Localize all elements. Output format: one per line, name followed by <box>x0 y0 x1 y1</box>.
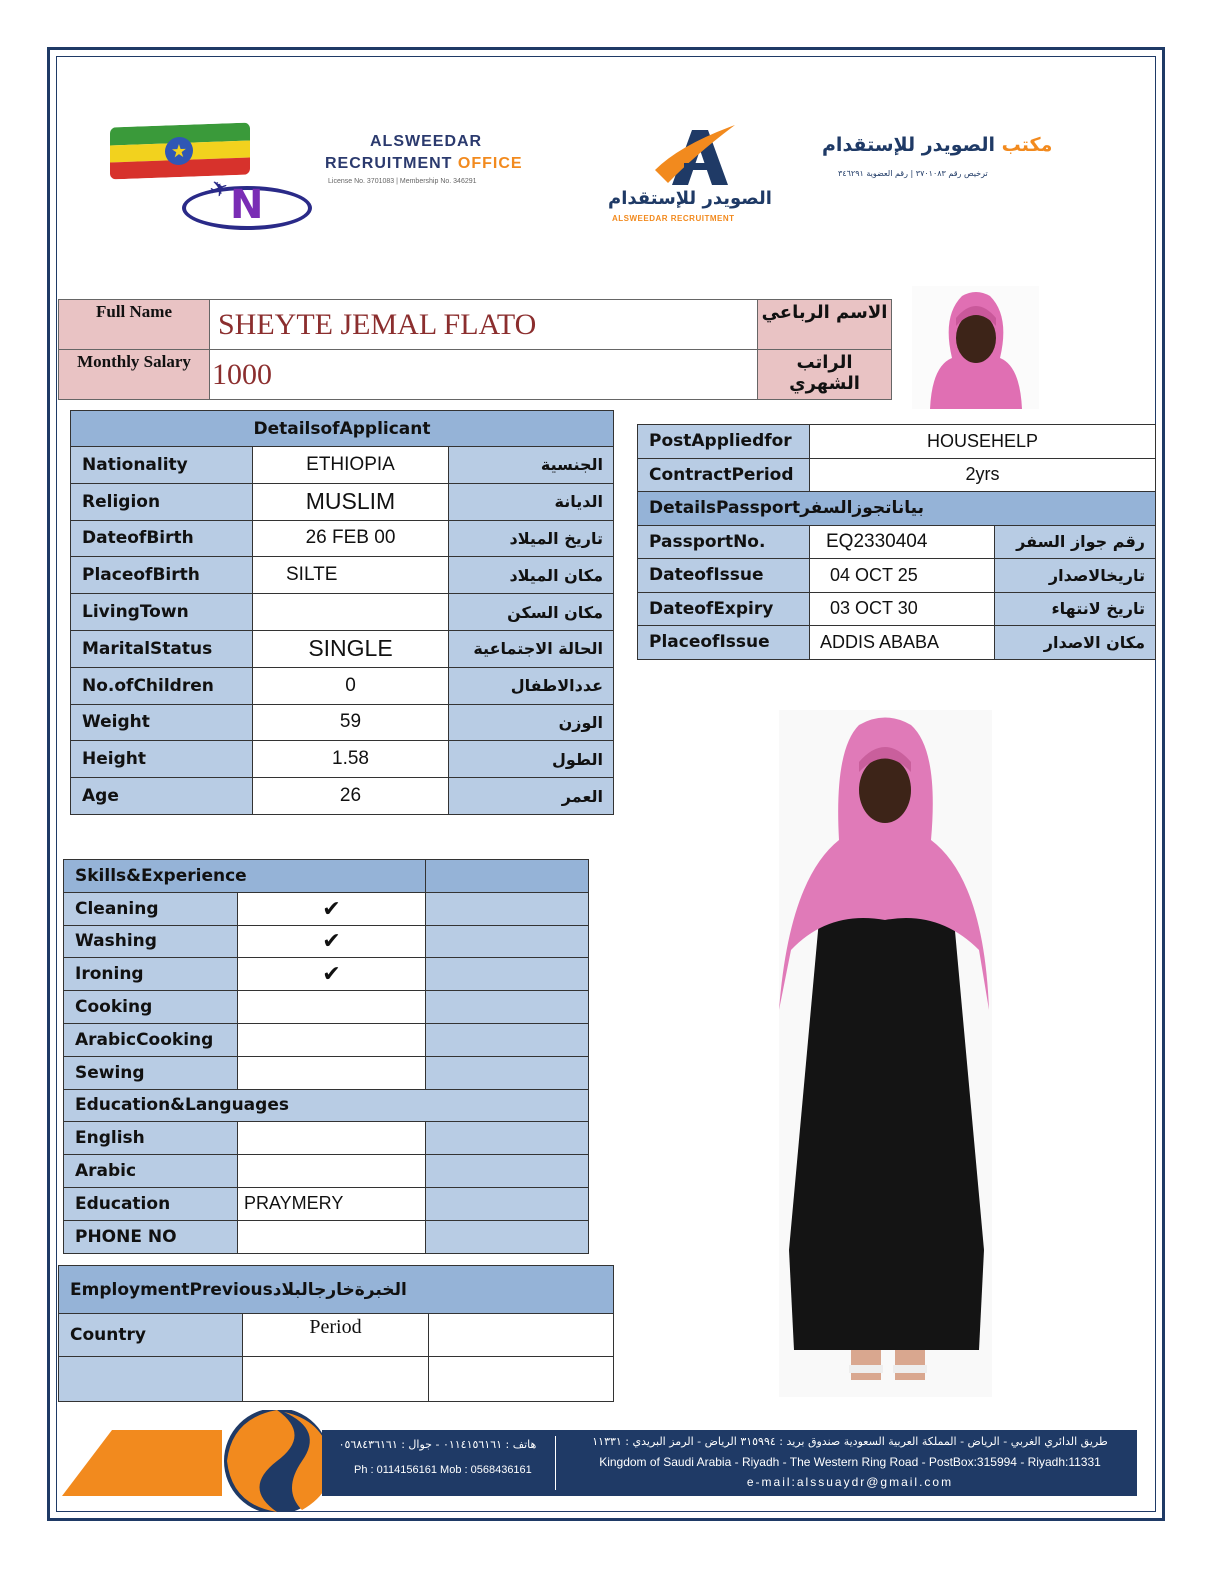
table-row <box>71 704 614 741</box>
arabic-logo-text: الصويدر للإستقدام <box>608 188 772 209</box>
row-arabic: رقم جواز السفر <box>995 525 1156 559</box>
passport-section-title: DetailsPassportبياناتجوزالسفر <box>638 492 1156 526</box>
row-arabic: تاريخالاصدار <box>995 559 1156 593</box>
row-value: 04 OCT 25 <box>810 559 995 593</box>
table-row <box>638 559 1156 593</box>
footer-phone-arabic: هاتف : ٠١١٤١٥٦١٦١ - جوال : ٠٥٦٨٤٣٦١٦١ <box>338 1438 537 1451</box>
plane-icon: ✈ <box>206 173 232 204</box>
full-name-label: Full Name <box>59 300 210 350</box>
arabic-logo-subtitle: ALSWEEDAR RECRUITMENT <box>612 214 735 223</box>
skill-label: Cleaning <box>64 892 238 925</box>
check-icon: ✔ <box>238 925 426 958</box>
post-label: PostAppliedfor <box>638 425 810 459</box>
full-name-arabic: الاسم الرباعي <box>758 300 892 350</box>
table-row <box>71 447 614 484</box>
row-value: 26 FEB 00 <box>253 520 449 557</box>
skill-label: Ironing <box>64 958 238 991</box>
edu-value <box>238 1220 426 1253</box>
edu-value <box>238 1122 426 1155</box>
row-label: DateofBirth <box>71 520 253 557</box>
table-row <box>71 630 614 667</box>
salary-row <box>59 350 892 400</box>
footer-divider <box>555 1436 556 1490</box>
table-row <box>64 991 589 1024</box>
salary-arabic: الراتب الشهري <box>758 350 892 400</box>
row-value: ETHIOPIA <box>253 447 449 484</box>
row-value: SINGLE <box>253 630 449 667</box>
table-row <box>59 1357 614 1402</box>
row-arabic: الوزن <box>449 704 614 741</box>
edu-label: Arabic <box>64 1155 238 1188</box>
applicant-details-table <box>70 410 614 815</box>
row-label: Age <box>71 778 253 815</box>
skill-label: Cooking <box>64 991 238 1024</box>
edu-value <box>238 1155 426 1188</box>
row-value: 1.58 <box>253 741 449 778</box>
n-letter: N <box>230 182 264 228</box>
skill-label: ArabicCooking <box>64 1023 238 1056</box>
footer-logo-shape <box>62 1410 337 1512</box>
row-arabic: تاريخ الميلاد <box>449 520 614 557</box>
employment-table <box>58 1265 614 1402</box>
row-value: 03 OCT 30 <box>810 592 995 626</box>
row-arabic: الجنسية <box>449 447 614 484</box>
row-label: MaritalStatus <box>71 630 253 667</box>
skill-label: Sewing <box>64 1056 238 1089</box>
table-row <box>64 1155 589 1188</box>
table-row <box>71 594 614 631</box>
row-value: SILTE <box>253 557 449 594</box>
table-row <box>71 741 614 778</box>
footer-email: e-mail:alssuaydr@gmail.com <box>746 1475 954 1489</box>
row-arabic: عددالاطفال <box>449 667 614 704</box>
period-label: Period <box>243 1314 429 1357</box>
row-label: Nationality <box>71 447 253 484</box>
footer-contact-bar <box>322 1430 1137 1496</box>
full-name-value: SHEYTE JEMAL FLATO <box>210 300 758 350</box>
ethiopian-flag-logo <box>110 123 250 180</box>
recruitment-office-title: RECRUITMENT OFFICE <box>325 155 523 172</box>
row-arabic: تاريخ لانتهاء <box>995 592 1156 626</box>
row-label: PassportNo. <box>638 525 810 559</box>
country-label: Country <box>59 1314 243 1357</box>
row-label: DateofExpiry <box>638 592 810 626</box>
row-label: Religion <box>71 483 253 520</box>
alsweedar-title: ALSWEEDAR <box>370 133 483 150</box>
skills-table <box>63 859 589 1254</box>
check-icon: ✔ <box>238 892 426 925</box>
star-icon: ★ <box>165 137 193 166</box>
row-value <box>253 594 449 631</box>
table-row <box>71 483 614 520</box>
table-row <box>638 425 1156 459</box>
contract-label: ContractPeriod <box>638 458 810 492</box>
skill-label: Washing <box>64 925 238 958</box>
row-label: No.ofChildren <box>71 667 253 704</box>
row-label: LivingTown <box>71 594 253 631</box>
row-arabic: مكان الميلاد <box>449 557 614 594</box>
table-row <box>64 1023 589 1056</box>
office-arabic-license: ترخيص رقم ٣٧٠١٠٨٣ | رقم العضوية ٣٤٦٢٩١ <box>838 169 988 178</box>
salary-label: Monthly Salary <box>59 350 210 400</box>
table-row <box>638 592 1156 626</box>
edu-label: English <box>64 1122 238 1155</box>
check-icon: ✔ <box>238 958 426 991</box>
applicant-table-title: DetailsofApplicant <box>71 411 614 447</box>
row-arabic: الحالة الاجتماعية <box>449 630 614 667</box>
table-row <box>64 1220 589 1253</box>
row-arabic: الطول <box>449 741 614 778</box>
salary-value: 1000 <box>210 350 758 400</box>
table-row <box>71 667 614 704</box>
identity-table <box>58 299 892 400</box>
row-label: Height <box>71 741 253 778</box>
table-row <box>71 520 614 557</box>
a-logo-icon <box>650 125 740 190</box>
row-value: 59 <box>253 704 449 741</box>
license-line: License No. 3701083 | Membership No. 346291 <box>328 178 477 185</box>
row-label: PlaceofIssue <box>638 626 810 660</box>
contract-value: 2yrs <box>810 458 1156 492</box>
row-arabic: الديانة <box>449 483 614 520</box>
post-value: HOUSEHELP <box>810 425 1156 459</box>
portrait-photo <box>912 286 1039 409</box>
footer-address: Kingdom of Saudi Arabia - Riyadh - The Western Ring Road - PostBox:315994 - Riyadh:11331 <box>599 1455 1101 1469</box>
table-row <box>71 778 614 815</box>
table-row <box>71 557 614 594</box>
edu-label: PHONE NO <box>64 1220 238 1253</box>
row-value: 26 <box>253 778 449 815</box>
row-arabic: مكان السكن <box>449 594 614 631</box>
table-row <box>64 892 589 925</box>
passport-details-table <box>637 424 1156 660</box>
full-name-row <box>59 300 892 350</box>
row-value: ADDIS ABABA <box>810 626 995 660</box>
table-row <box>64 958 589 991</box>
table-row <box>638 525 1156 559</box>
table-row <box>64 1122 589 1155</box>
table-row <box>638 458 1156 492</box>
row-value: EQ2330404 <box>810 525 995 559</box>
edu-label: Education <box>64 1187 238 1220</box>
footer-address-arabic: طريق الدائري الغربي - الرياض - المملكة العربية السعودية صندوق بريد : ٣١٥٩٩٤ الرياض - الرمز البريدي : ١١٣٣١ <box>592 1435 1108 1448</box>
full-body-photo <box>779 710 992 1397</box>
n-agency-logo <box>182 182 312 230</box>
education-title: Education&Languages <box>64 1089 589 1122</box>
row-arabic: مكان الاصدار <box>995 626 1156 660</box>
row-label: Weight <box>71 704 253 741</box>
footer-phone: Ph : 0114156161 Mob : 0568436161 <box>354 1464 532 1476</box>
table-row <box>64 1187 589 1220</box>
row-value: MUSLIM <box>253 483 449 520</box>
skills-title: Skills&Experience <box>64 860 426 893</box>
office-arabic-title: مكتب الصويدر للإستقدام <box>822 134 1053 156</box>
table-row <box>64 1056 589 1089</box>
table-row <box>638 626 1156 660</box>
row-label: PlaceofBirth <box>71 557 253 594</box>
table-row <box>64 925 589 958</box>
edu-value: PRAYMERY <box>238 1187 426 1220</box>
employment-title: EmploymentPreviousالخبرةخارجالبلاد <box>59 1266 614 1314</box>
row-label: DateofIssue <box>638 559 810 593</box>
row-value: 0 <box>253 667 449 704</box>
table-row <box>59 1314 614 1357</box>
row-arabic: العمر <box>449 778 614 815</box>
